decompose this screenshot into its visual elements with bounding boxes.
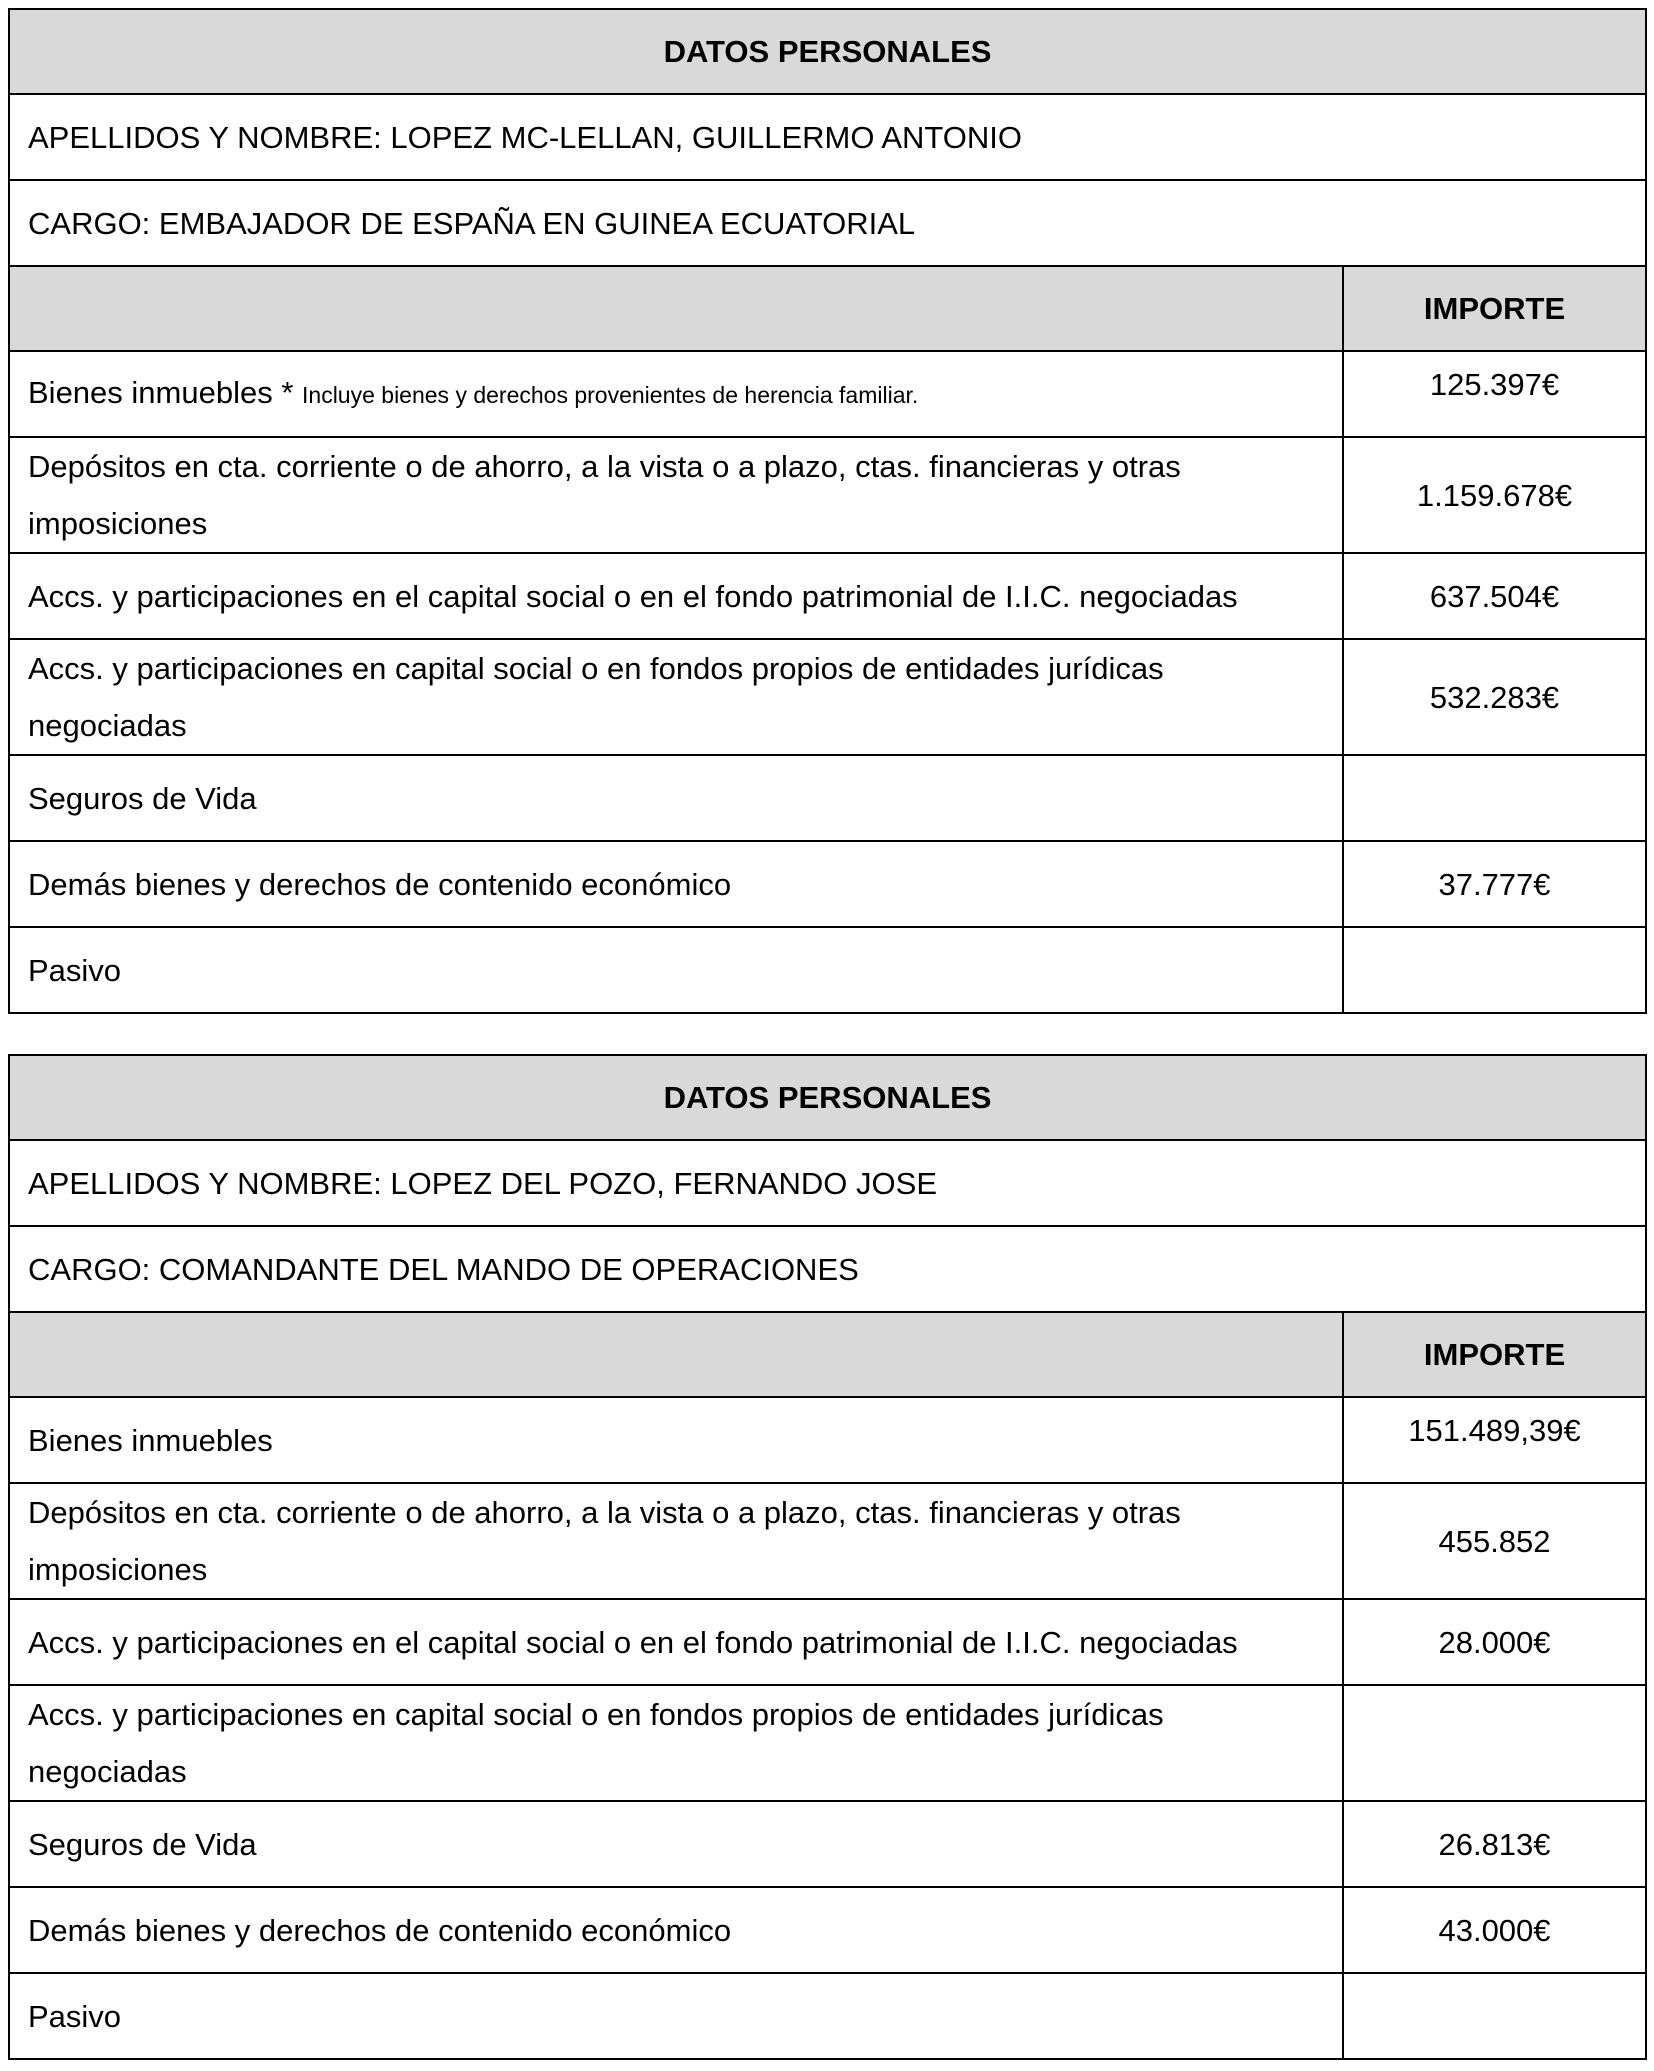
row-label: Accs. y participaciones en el capital social o en el fondo patrimonial de I.I.C. negociadas bbox=[9, 553, 1343, 639]
row-amount bbox=[1343, 1685, 1646, 1801]
row-amount: 28.000€ bbox=[1343, 1599, 1646, 1685]
row-amount: 1.159.678€ bbox=[1343, 437, 1646, 553]
row-label: Depósitos en cta. corriente o de ahorro, a la vista o a plazo, ctas. financieras y otras imposiciones bbox=[9, 1483, 1343, 1599]
row-amount: 151.489,39€ bbox=[1343, 1397, 1646, 1483]
table-row bbox=[9, 1973, 1646, 2059]
section-title: DATOS PERSONALES bbox=[9, 1055, 1646, 1140]
row-label bbox=[9, 351, 1343, 437]
table-row bbox=[9, 1685, 1646, 1801]
row-amount: 637.504€ bbox=[1343, 553, 1646, 639]
person-position: CARGO: COMANDANTE DEL MANDO DE OPERACIONES bbox=[9, 1226, 1646, 1312]
row-amount bbox=[1343, 927, 1646, 1013]
row-amount bbox=[1343, 755, 1646, 841]
table-row bbox=[9, 927, 1646, 1013]
table-row bbox=[9, 437, 1646, 553]
table-row bbox=[9, 1483, 1646, 1599]
row-label: Accs. y participaciones en el capital social o en el fondo patrimonial de I.I.C. negociadas bbox=[9, 1599, 1343, 1685]
table-row bbox=[9, 755, 1646, 841]
person-position: CARGO: EMBAJADOR DE ESPAÑA EN GUINEA ECUATORIAL bbox=[9, 180, 1646, 266]
table-row bbox=[9, 1887, 1646, 1973]
row-amount: 125.397€ bbox=[1343, 351, 1646, 437]
table-row bbox=[9, 1599, 1646, 1685]
row-amount: 26.813€ bbox=[1343, 1801, 1646, 1887]
blank-header-cell bbox=[9, 1312, 1343, 1397]
table-row bbox=[9, 351, 1646, 437]
declaration-table bbox=[8, 1054, 1647, 2060]
person-name: APELLIDOS Y NOMBRE: LOPEZ MC-LELLAN, GUILLERMO ANTONIO bbox=[9, 94, 1646, 180]
person-name: APELLIDOS Y NOMBRE: LOPEZ DEL POZO, FERNANDO JOSE bbox=[9, 1140, 1646, 1226]
section-header-row bbox=[9, 9, 1646, 94]
amount-header-row bbox=[9, 1312, 1646, 1397]
row-amount: 455.852 bbox=[1343, 1483, 1646, 1599]
row-amount: 532.283€ bbox=[1343, 639, 1646, 755]
cargo-row bbox=[9, 180, 1646, 266]
section-header-row bbox=[9, 1055, 1646, 1140]
section-title: DATOS PERSONALES bbox=[9, 9, 1646, 94]
row-label: Bienes inmuebles bbox=[9, 1397, 1343, 1483]
blank-header-cell bbox=[9, 266, 1343, 351]
row-label: Demás bienes y derechos de contenido económico bbox=[9, 841, 1343, 927]
declaration-table bbox=[8, 8, 1647, 1014]
row-amount bbox=[1343, 1973, 1646, 2059]
row-label: Pasivo bbox=[9, 927, 1343, 1013]
row-label: Depósitos en cta. corriente o de ahorro, a la vista o a plazo, ctas. financieras y otras imposiciones bbox=[9, 437, 1343, 553]
table-row bbox=[9, 1801, 1646, 1887]
row-note: Incluye bienes y derechos provenientes de herencia familiar. bbox=[302, 382, 919, 408]
table-row bbox=[9, 553, 1646, 639]
amount-header-row bbox=[9, 266, 1646, 351]
row-label: Seguros de Vida bbox=[9, 755, 1343, 841]
amount-column-header: IMPORTE bbox=[1343, 266, 1646, 351]
row-label: Accs. y participaciones en capital social o en fondos propios de entidades jurídicas negociadas bbox=[9, 1685, 1343, 1801]
table-row bbox=[9, 1397, 1646, 1483]
row-amount: 43.000€ bbox=[1343, 1887, 1646, 1973]
row-amount: 37.777€ bbox=[1343, 841, 1646, 927]
cargo-row bbox=[9, 1226, 1646, 1312]
name-row bbox=[9, 1140, 1646, 1226]
row-label-text: Bienes inmuebles * bbox=[28, 375, 294, 410]
row-label: Seguros de Vida bbox=[9, 1801, 1343, 1887]
row-label: Pasivo bbox=[9, 1973, 1343, 2059]
table-row bbox=[9, 841, 1646, 927]
name-row bbox=[9, 94, 1646, 180]
row-label: Demás bienes y derechos de contenido económico bbox=[9, 1887, 1343, 1973]
amount-column-header: IMPORTE bbox=[1343, 1312, 1646, 1397]
table-row bbox=[9, 639, 1646, 755]
row-label: Accs. y participaciones en capital social o en fondos propios de entidades jurídicas negociadas bbox=[9, 639, 1343, 755]
